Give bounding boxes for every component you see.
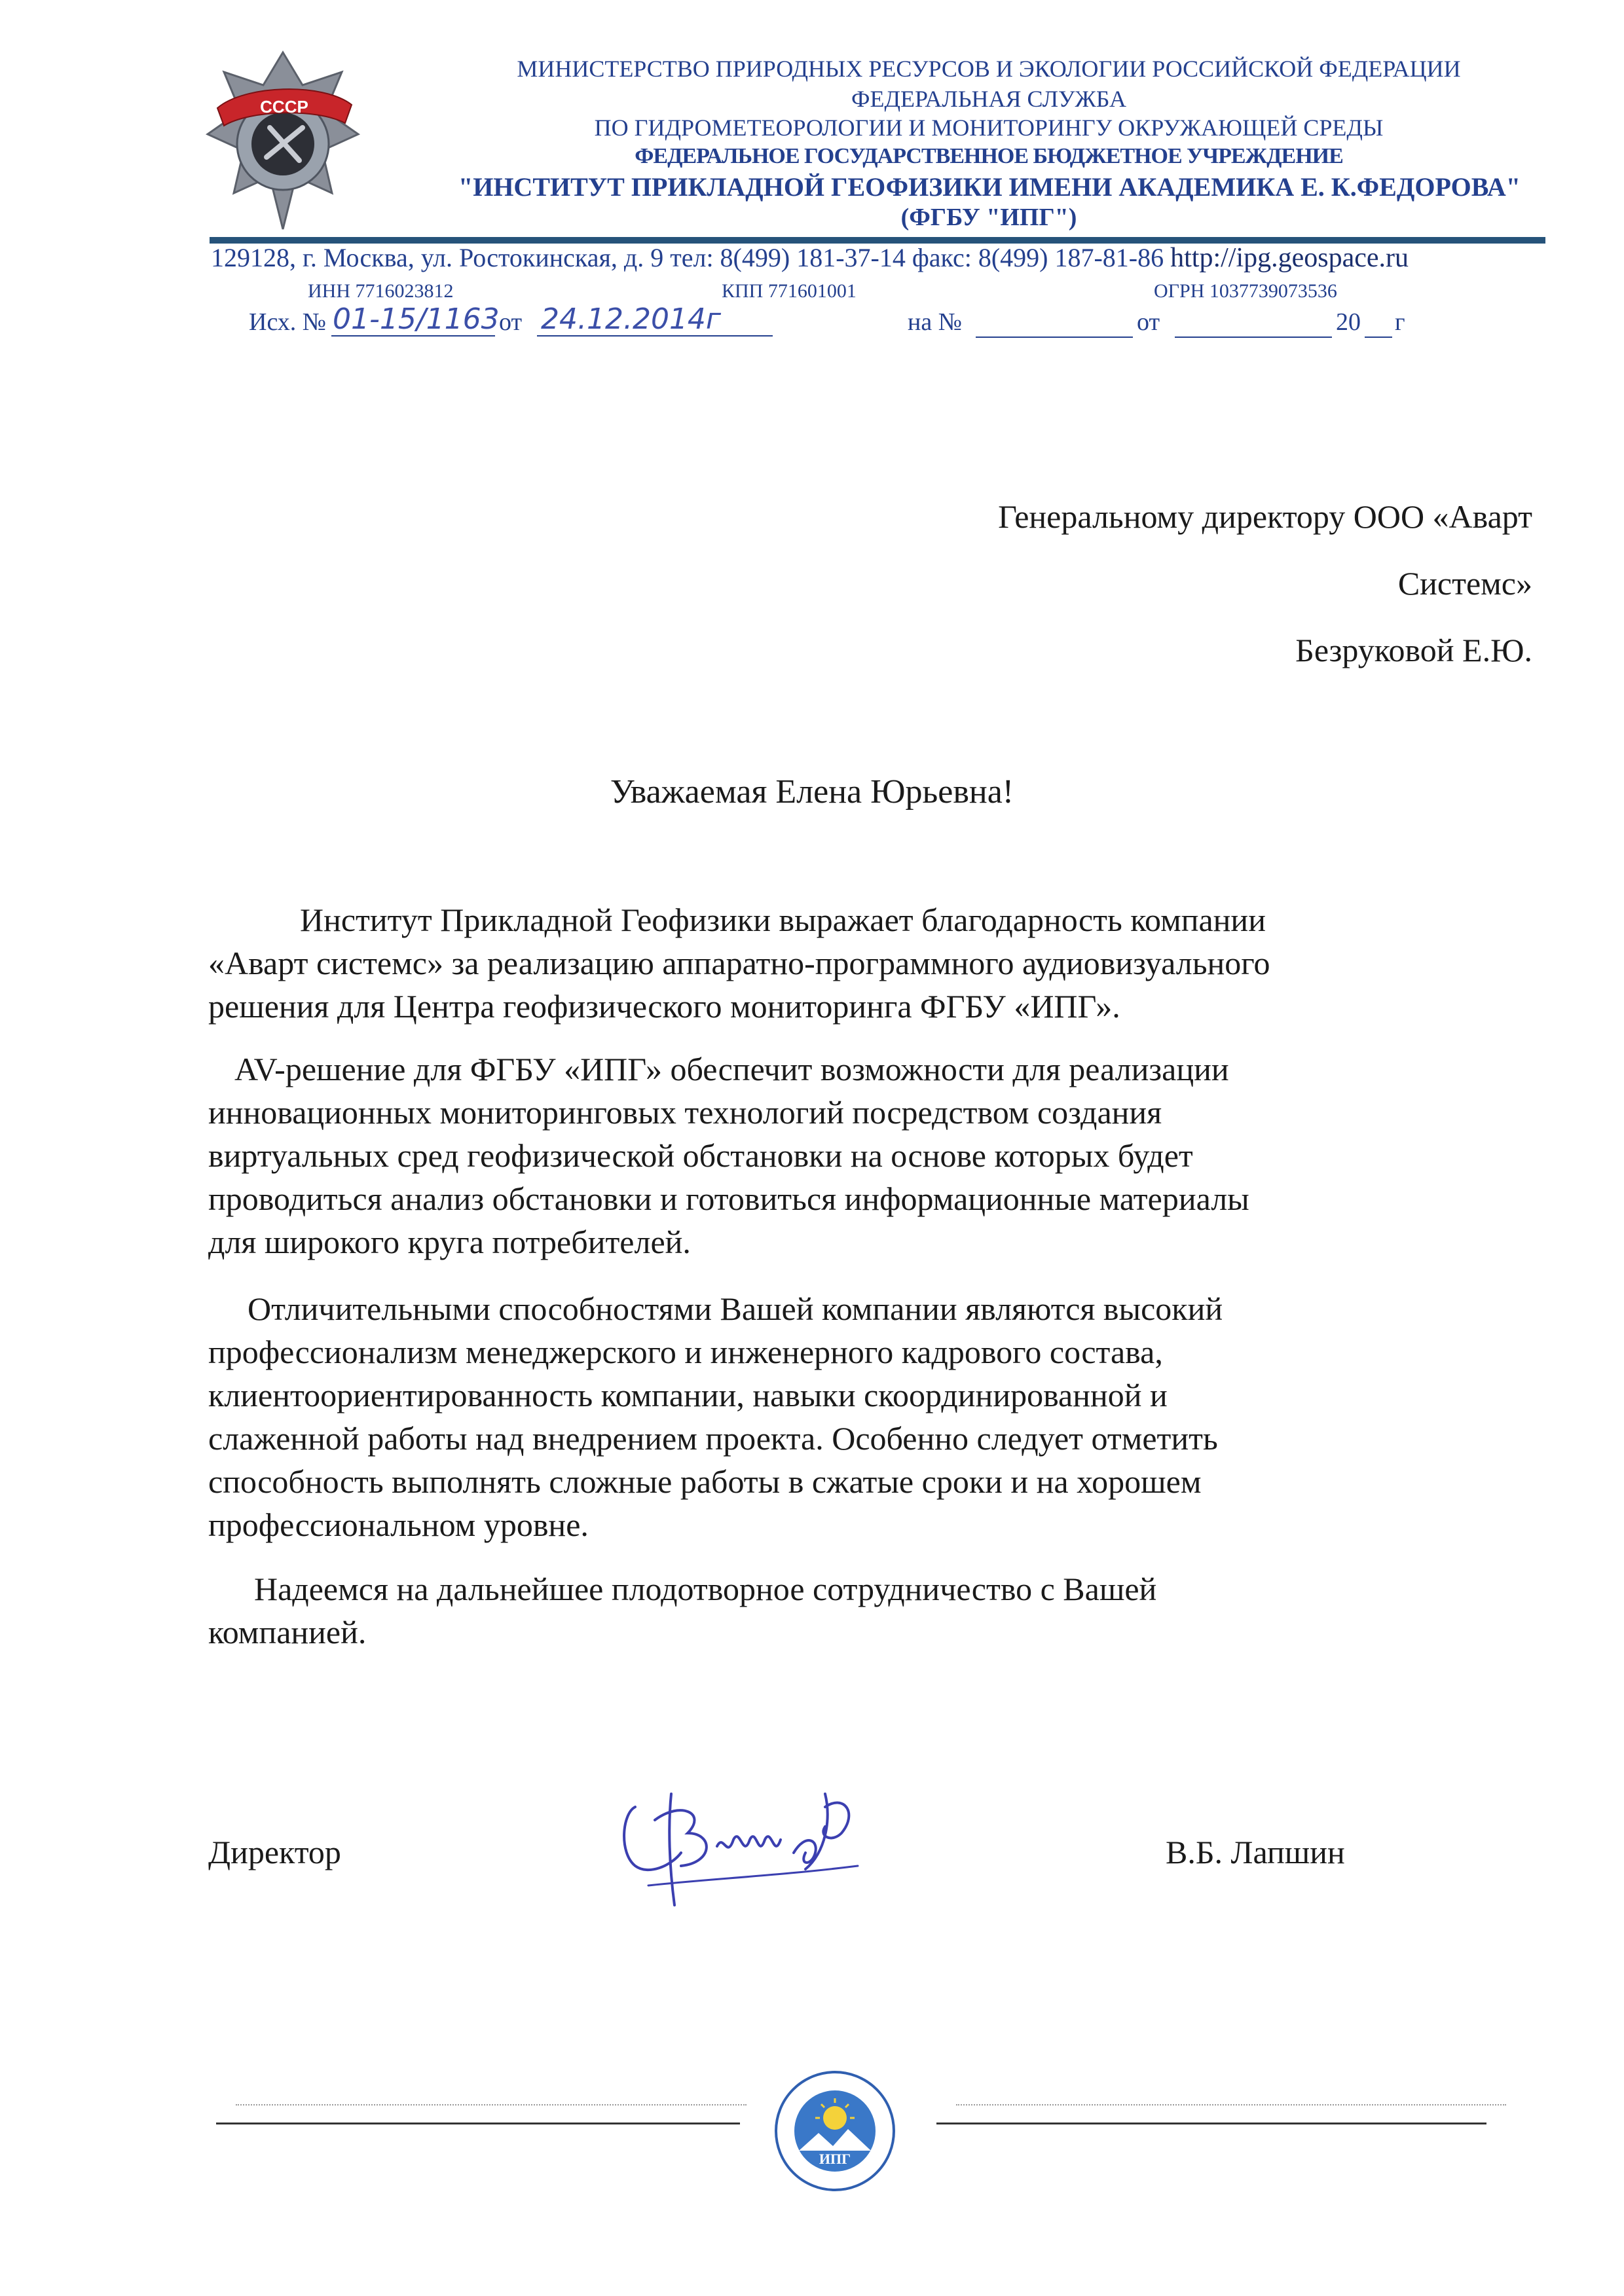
paragraph-line: слаженной работы над внедрением проекта. Особенно следует отметить [208,1420,1218,1457]
paragraph-line: клиентоориентированность компании, навыки скоординированной и [208,1377,1168,1413]
reply-date-blank [1175,337,1332,338]
paragraph-line: проводиться анализ обстановки и готовиться информационные материалы [208,1180,1249,1217]
ministry-name: МИНИСТЕРСТВО ПРИРОДНЫХ РЕСУРСОВ И ЭКОЛОГИИ РОССИЙСКОЙ ФЕДЕРАЦИИ [517,56,1461,82]
federal-service: ФЕДЕРАЛЬНАЯ СЛУЖБА [851,86,1126,112]
outgoing-date-handwritten: 24.12.2014г [541,302,722,336]
paragraph-line: профессионализм менеджерского и инженерного кадрового состава, [208,1334,1163,1370]
addressee-name: Безруковой Е.Ю. [1295,632,1532,668]
signatory-name: В.Б. Лапшин [1166,1834,1345,1870]
paragraph-line: Отличительными способностями Вашей компании являются высокий [248,1290,1223,1327]
footer-dotted-right [956,2104,1506,2105]
institute-name: "ИНСТИТУТ ПРИКЛАДНОЙ ГЕОФИЗИКИ ИМЕНИ АКАДЕМИКА Е. К.ФЕДОРОВА" [458,172,1521,202]
paragraph-gratitude [208,898,1492,1028]
paragraph-line: профессиональном уровне. [208,1506,589,1543]
logo-abbreviation: ИПГ [819,2151,851,2167]
emblem-banner-text: СССР [260,97,308,117]
paragraph-line: для широкого круга потребителей. [208,1224,691,1260]
paragraph-line: AV-решение для ФГБУ «ИПГ» обеспечит возможности для реализации [234,1051,1229,1087]
paragraph-line: «Аварт системс» за реализацию аппаратно-программного аудиовизуального [208,945,1270,981]
paragraph-line: решения для Центра геофизического мониторинга ФГБУ «ИПГ». [208,988,1120,1025]
paragraph-av-solution [208,1048,1492,1264]
outgoing-number-handwritten: 01-15/1163 [333,302,500,336]
reply-number-blank [976,337,1133,338]
paragraph-line: виртуальных сред геофизической обстановки на основе которых будет [208,1137,1193,1174]
institute-abbreviation: (ФГБУ "ИПГ") [900,204,1077,231]
outgoing-date-label: от [499,308,523,336]
reply-date-label: от [1137,308,1160,336]
institute-logo [773,2069,897,2193]
inn-number: ИНН 7716023812 [308,280,454,302]
ogrn-number: ОГРН 1037739073536 [1154,280,1337,302]
paragraph-closing [208,1567,1492,1654]
paragraph-line: инновационных мониторинговых технологий посредством создания [208,1094,1162,1131]
paragraph-qualities [208,1287,1492,1546]
contact-line [211,242,1409,274]
reply-number-label: на № [908,308,962,336]
footer-dotted-left [236,2104,747,2105]
paragraph-line: Институт Прикладной Геофизики выражает благодарность компании [300,902,1266,938]
addressee-company: Системс» [1397,565,1532,602]
order-emblem-image [204,46,361,236]
handwritten-signature-image [609,1755,884,1925]
paragraph-line: компанией. [208,1614,367,1650]
reply-year-suffix: г [1395,308,1405,336]
outgoing-number-label: Исх. № [249,308,327,336]
paragraph-line: Надеемся на дальнейшее плодотворное сотрудничество с Вашей [254,1571,1157,1607]
institution-type: ФЕДЕРАЛЬНОЕ ГОСУДАРСТВЕННОЕ БЮДЖЕТНОЕ УЧРЕЖДЕНИЕ [635,144,1343,168]
kpp-number: КПП 771601001 [722,280,857,302]
contact-address: 129128, г. Москва, ул. Ростокинская, д. 9 тел: 8(499) 181-37-14 факс: 8(499) 187-81-86 [211,243,1164,272]
footer-rule-left [216,2123,740,2124]
reply-year-prefix: 20 [1336,308,1361,336]
reply-year-blank [1365,337,1392,338]
paragraph-line: способность выполнять сложные работы в сжатые сроки и на хорошем [208,1463,1202,1500]
website-link[interactable]: http://ipg.geospace.ru [1170,243,1409,273]
service-scope: ПО ГИДРОМЕТЕОРОЛОГИИ И МОНИТОРИНГУ ОКРУЖАЮЩЕЙ СРЕДЫ [594,115,1384,141]
salutation: Уважаемая Елена Юрьевна! [610,773,1014,811]
footer-rule-right [936,2123,1486,2124]
addressee-position: Генеральному директору ООО «Аварт [998,498,1532,535]
signatory-title: Директор [208,1834,341,1870]
